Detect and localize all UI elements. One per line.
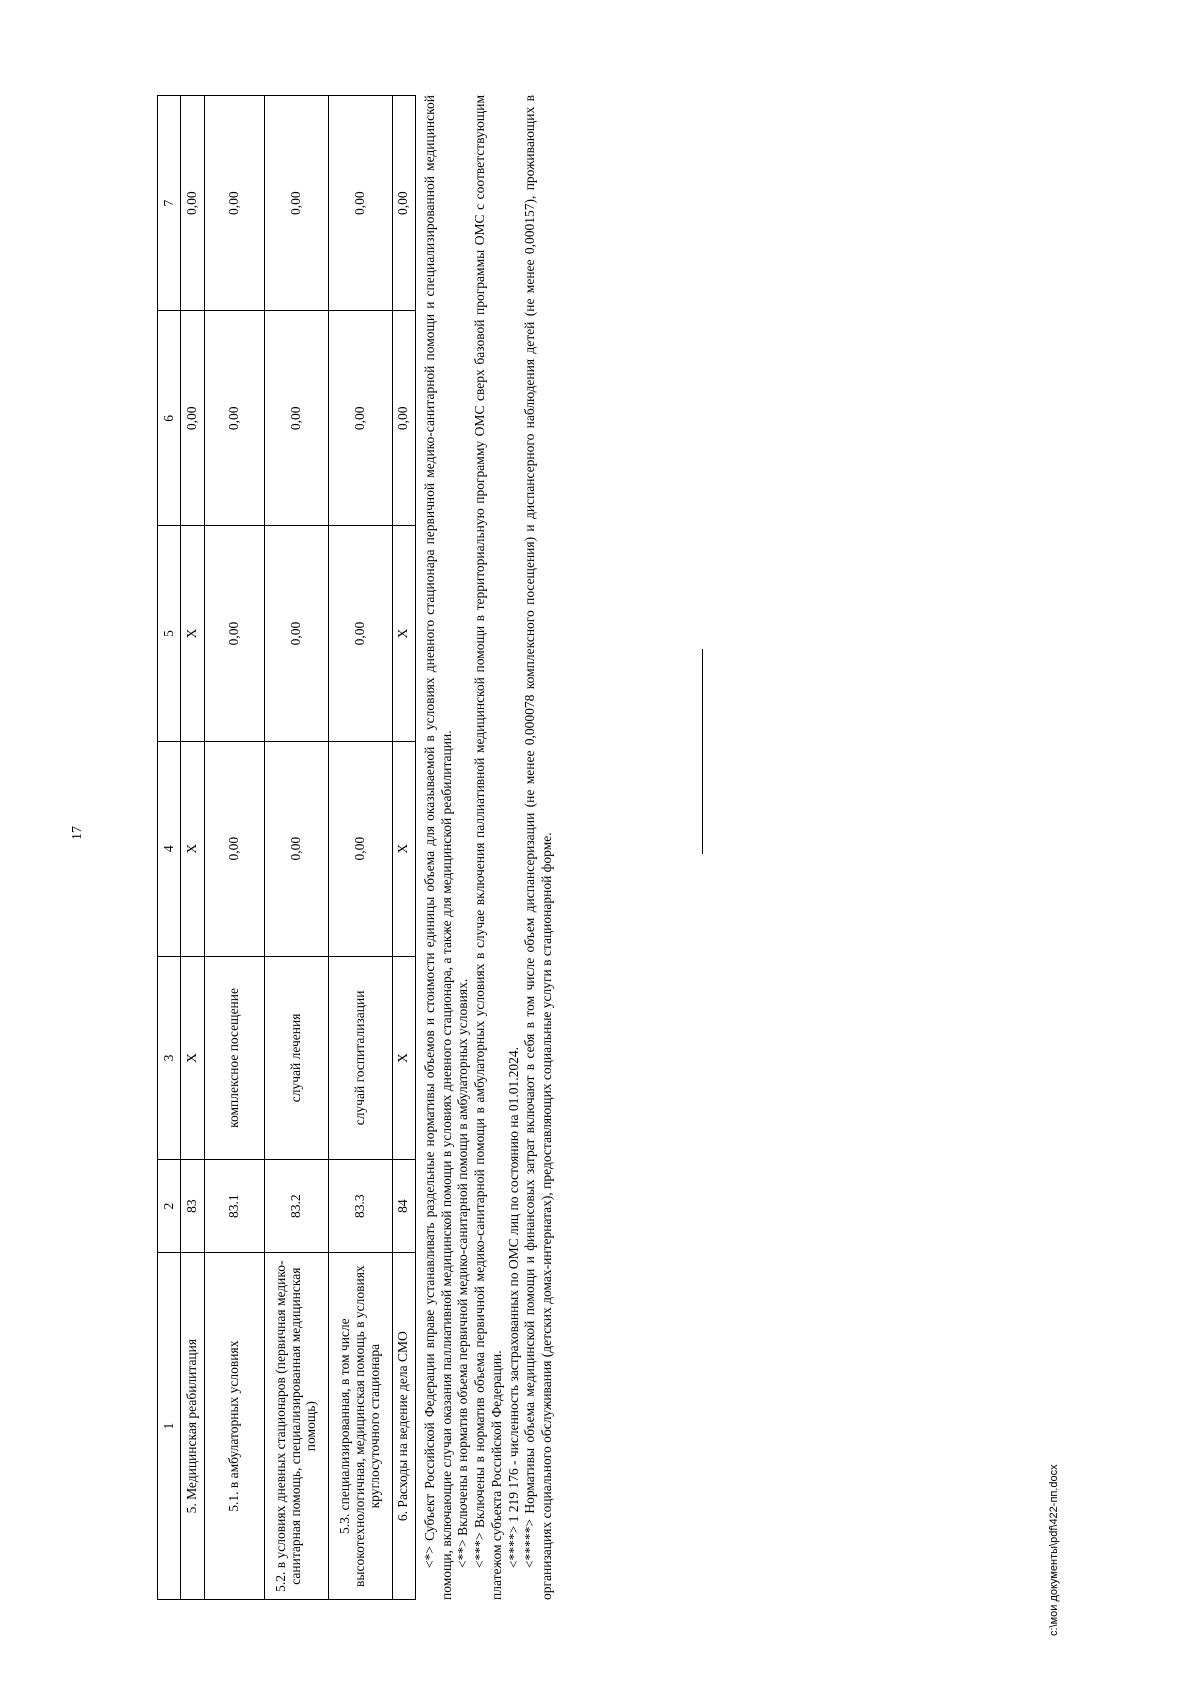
value-cell: X xyxy=(392,741,415,956)
value-cell: 0,00 xyxy=(328,311,392,526)
row-label: 6. Расходы на ведение дела СМО xyxy=(392,1253,415,1600)
header-cell: 5 xyxy=(158,526,181,741)
row-number: 84 xyxy=(392,1160,415,1253)
header-cell: 3 xyxy=(158,956,181,1159)
table-row xyxy=(328,96,392,1600)
footnote: <*****> Нормативы объема медицинской помощи и финансовых затрат включают в себя в том числе объем диспансеризации (не менее 0,000078 комплексного посещения) и диспансерного наблюдения детей (не менее 0,000157), проживающих в организациях социального обслуживания (детских домах-интернатах), предоставляющих социальные услуги в стационарной форме. xyxy=(522,95,554,1600)
row-label: 5.2. в условиях дневных стационаров (первичная медико-санитарная помощь, специализированная медицинская помощь) xyxy=(264,1253,328,1600)
table-header-row xyxy=(158,96,181,1600)
unit-cell: комплексное посещение xyxy=(204,956,264,1159)
value-cell: 0,00 xyxy=(181,311,204,526)
page-number: 17 xyxy=(70,826,85,840)
header-cell: 4 xyxy=(158,741,181,956)
footnote: <**> Включены в норматив объема первичной медико-санитарной помощи в амбулаторных условиях. xyxy=(455,978,471,1568)
unit-cell: случай лечения xyxy=(264,956,328,1159)
row-label: 5.3. специализированная, в том числе высокотехнологичная, медицинская помощь в условиях круглосуточного стационара xyxy=(328,1253,392,1600)
value-cell: 0,00 xyxy=(204,311,264,526)
row-label: 5.1. в амбулаторных условиях xyxy=(204,1253,264,1600)
table-row xyxy=(204,96,264,1600)
value-cell: X xyxy=(392,526,415,741)
value-cell: 0,00 xyxy=(264,526,328,741)
rotated-page-content xyxy=(157,95,677,1600)
footnote: <***> Включены в норматив объема первичной медико-санитарной помощи в амбулаторных условиях в случае включения паллиативной медицинской помощи в территориальную программу ОМС сверх базовой программы ОМС с соответствующим платежом субъекта Российской Федерации. xyxy=(472,95,504,1600)
value-cell: 0,00 xyxy=(204,96,264,311)
value-cell: X xyxy=(181,526,204,741)
row-label: 5. Медицинская реабилитация xyxy=(181,1253,204,1600)
value-cell: 0,00 xyxy=(328,741,392,956)
value-cell: 0,00 xyxy=(264,96,328,311)
header-cell: 6 xyxy=(158,311,181,526)
unit-cell: X xyxy=(181,956,204,1159)
value-cell: 0,00 xyxy=(204,526,264,741)
end-separator-line xyxy=(702,649,703,854)
value-cell: 0,00 xyxy=(328,96,392,311)
unit-cell: X xyxy=(392,956,415,1159)
file-path-footer: c:\мои документы\pdf\422-пп.docx xyxy=(1048,1464,1060,1636)
value-cell: 0,00 xyxy=(392,311,415,526)
value-cell: X xyxy=(181,741,204,956)
table-row xyxy=(264,96,328,1600)
value-cell: 0,00 xyxy=(392,96,415,311)
unit-cell: случай госпитализации xyxy=(328,956,392,1159)
value-cell: 0,00 xyxy=(264,311,328,526)
norms-table xyxy=(157,95,416,1600)
value-cell: 0,00 xyxy=(204,741,264,956)
row-number: 83.2 xyxy=(264,1160,328,1253)
table-row xyxy=(392,96,415,1600)
footnote: <****> 1 219 176 - численность застрахованных по ОМС лиц по состоянию на 01.01.2024. xyxy=(505,1047,521,1568)
footnote: <*> Субъект Российской Федерации вправе устанавливать раздельные нормативы объемов и стоимости единицы объема для оказываемой в условиях дневного стационара первичной медико-санитарной помощи и специализированной медицинской помощи, включающие случаи оказания паллиативной медицинской помощи в условиях дневного стационара, а также для медицинской реабилитации. xyxy=(422,95,454,1600)
header-cell: 1 xyxy=(158,1253,181,1600)
table-row xyxy=(181,96,204,1600)
row-number: 83.1 xyxy=(204,1160,264,1253)
header-cell: 2 xyxy=(158,1160,181,1253)
footnotes xyxy=(422,95,556,1600)
row-number: 83 xyxy=(181,1160,204,1253)
header-cell: 7 xyxy=(158,96,181,311)
row-number: 83.3 xyxy=(328,1160,392,1253)
value-cell: 0,00 xyxy=(328,526,392,741)
value-cell: 0,00 xyxy=(181,96,204,311)
value-cell: 0,00 xyxy=(264,741,328,956)
